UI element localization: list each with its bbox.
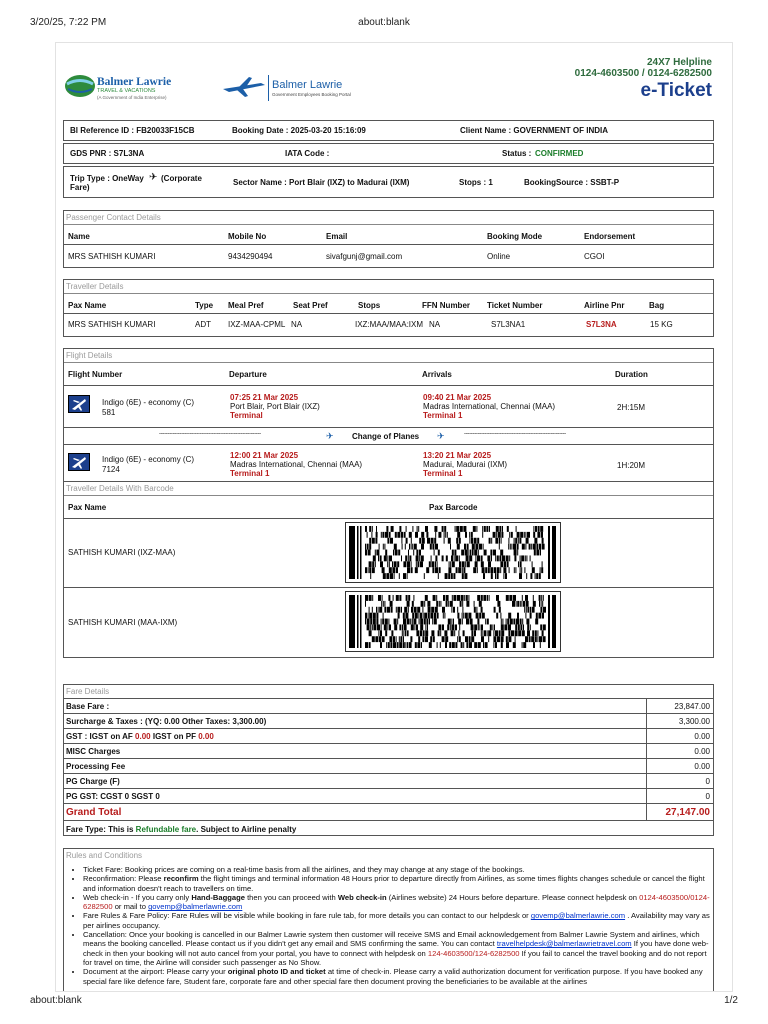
logo2-name: Balmer Lawrie — [272, 79, 343, 91]
dashes-right: ------------------------------------------------------------ — [464, 431, 566, 437]
contact-email: sivafgunj@gmail.com — [326, 252, 403, 261]
leg2-arr-terminal: Terminal 1 — [423, 469, 463, 478]
booking-ref-row — [63, 120, 714, 141]
pax-barcode-1 — [345, 522, 561, 583]
trip-type-fare: Fare) — [70, 183, 90, 192]
airline-plane-icon — [68, 395, 90, 413]
col-endorsement: Endorsement — [584, 232, 636, 241]
dashes-left: ------------------------------------------------------------ — [159, 431, 261, 437]
col-ffn: FFN Number — [422, 301, 470, 310]
fare-base-label: Base Fare : — [66, 702, 110, 711]
col-mobile: Mobile No — [228, 232, 267, 241]
contact-mobile: 9434290494 — [228, 252, 273, 261]
fare-row-surcharge — [64, 714, 713, 729]
client-name: Client Name : GOVERNMENT OF INDIA — [460, 126, 609, 135]
rule-reconfirmation: • Reconfirmation: Please reconfirm the flight timings and terminal information 48 Hours prior to departure directly from Airlines, as some times flights changes schedule or cancel the flight and information doesn't reach to travellers on time. — [83, 874, 713, 893]
travel-helpdesk-link[interactable]: travelhelpdesk@balmerlawrietravel.com — [496, 939, 632, 949]
print-page-title: about:blank — [358, 17, 410, 28]
col-name: Name — [68, 232, 90, 241]
contact-section — [63, 210, 714, 268]
doc-title: e-Ticket — [640, 80, 712, 101]
fare-surcharge-value: 3,300.00 — [678, 717, 710, 726]
col-stops: Stops — [358, 301, 381, 310]
leg1-arr-time: 09:40 21 Mar 2025 — [423, 393, 492, 402]
contact-title: Passenger Contact Details — [64, 211, 713, 225]
fare-row-pg-gst — [64, 789, 713, 804]
col-email: Email — [326, 232, 348, 241]
trav-bag: 15 KG — [650, 320, 673, 329]
booking-source: BookingSource : SSBT-P — [524, 178, 620, 187]
fare-processing-value: 0.00 — [694, 762, 710, 771]
col-departure: Departure — [229, 370, 267, 379]
fare-pg-charge-label: PG Charge (F) — [66, 777, 120, 786]
leg2-dep-time: 12:00 21 Mar 2025 — [230, 451, 299, 460]
fare-row-processing — [64, 759, 713, 774]
traveller-section — [63, 279, 714, 337]
helpline-label: 24X7 Helpline — [646, 57, 712, 68]
eticket-sheet — [55, 42, 733, 992]
airplane-logo-icon — [221, 75, 267, 99]
leg2-airline: Indigo (6E) - economy (C) — [102, 455, 195, 464]
bc-pax-2: SATHISH KUMARI (MAA-IXM) — [68, 618, 178, 627]
booking-date: Booking Date : 2025-03-20 15:16:09 — [232, 126, 366, 135]
fare-type — [66, 825, 296, 834]
airplane-icon: ✈ — [149, 172, 158, 183]
leg1-dep-place: Port Blair, Port Blair (IXZ) — [230, 402, 320, 411]
leg1-duration: 2H:15M — [617, 403, 646, 412]
contact-endorsement: CGOI — [584, 252, 605, 261]
gst-pf-label: IGST on PF — [152, 732, 196, 741]
fare-pg-gst-value: 0 — [705, 792, 710, 801]
stops: Stops : 1 — [459, 178, 493, 187]
barcode-section — [63, 481, 714, 658]
gst-af-label: GST : IGST on AF — [66, 732, 133, 741]
trav-stops: IXZ:MAA/MAA:IXM — [355, 320, 424, 329]
change-of-planes — [64, 428, 713, 444]
grand-total-value: 27,147.00 — [665, 807, 710, 818]
leg1-arr-place: Madras International, Chennai (MAA) — [423, 402, 556, 411]
flight-title: Flight Details — [64, 349, 713, 363]
fare-gst-label — [66, 732, 214, 741]
print-datetime: 3/20/25, 7:22 PM — [30, 17, 107, 28]
trav-seat: NA — [291, 320, 303, 329]
fare-row-base — [64, 699, 713, 714]
status-label: Status : — [502, 149, 532, 158]
col-arrivals: Arrivals — [422, 370, 452, 379]
helpdesk-email-link-2[interactable]: govemp@balmerlawrie.com — [530, 911, 626, 921]
globe-icon — [64, 73, 96, 101]
fare-row-pg-charge — [64, 774, 713, 789]
fare-row-grand-total — [64, 804, 713, 821]
print-header — [30, 17, 738, 29]
col-booking-mode: Booking Mode — [487, 232, 543, 241]
leg2-arr-place: Madurai, Madurai (IXM) — [423, 460, 508, 469]
contact-name: MRS SATHISH KUMARI — [68, 252, 156, 261]
rule-fare-policy: • Fare Rules & Fare Policy: Fare Rules will be visible while booking in fare rule tab, for more details you can contact to our helpdesk or govemp@balmerlawrie.com . Availability may vary as per airlines occupancy. — [83, 911, 713, 930]
helpline-numbers: 0124-4603500 / 0124-6282500 — [574, 68, 712, 79]
airline-plane-icon — [68, 453, 90, 471]
fare-misc-value: 0.00 — [694, 747, 710, 756]
trip-type-corporate: (Corporate — [161, 174, 202, 183]
flight-section — [63, 348, 714, 481]
rules-list — [64, 865, 713, 986]
leg1-airline: Indigo (6E) - economy (C) — [102, 398, 195, 407]
grand-total-label: Grand Total — [66, 807, 122, 818]
rules-section — [63, 848, 714, 992]
fare-type-suffix: . Subject to Airline penalty — [196, 825, 297, 834]
fare-title: Fare Details — [64, 685, 713, 699]
logo1-sub2: (A Government of India Enterprise) — [97, 95, 167, 100]
col-airline-pnr: Airline Pnr — [584, 301, 625, 310]
trip-row — [63, 166, 714, 198]
col-bag: Bag — [649, 301, 665, 310]
col-seat-pref: Seat Pref — [293, 301, 328, 310]
fare-surcharge-label: Surcharge & Taxes : (YQ: 0.00 Other Taxes: 3,300.00) — [66, 717, 267, 726]
leg2-duration: 1H:20M — [617, 461, 646, 470]
iata-code: IATA Code : — [285, 149, 330, 158]
rule-cancellation: • Cancellation: Once your booking is cancelled in our Balmer Lawrie system then customer will receive SMS and Email acknowledgement from Balmer Lawrie System and airlines, which means the booking cancelled. Please contact us if you didn't get any email and SMS confirming the same. You can contact travelhelpdesk@balmerlawrietravel.com If you have done web-check in then your booking will not auto cancel from your portal, you have to connect with helpdesk on 124-4603500/124-6282500 If you fail to cancel the travel booking and do not report for travel on time, the Airline will consider such passenger as No Show. — [83, 930, 713, 967]
trav-meal: IXZ-MAA-CPML — [228, 320, 286, 329]
fare-type-prefix: Fare Type: This is — [66, 825, 134, 834]
fare-processing-label: Processing Fee — [66, 762, 126, 771]
bc-pax-1: SATHISH KUMARI (IXZ-MAA) — [68, 548, 176, 557]
gst-pf-value: 0.00 — [198, 732, 214, 741]
trip-type: Trip Type : OneWay — [70, 174, 144, 183]
change-plane-icon: ✈ — [326, 431, 334, 441]
balmer-lawrie-travel-logo — [64, 73, 184, 103]
leg2-number: 7124 — [102, 465, 120, 474]
contact-booking-mode: Online — [487, 252, 511, 261]
col-flight-number: Flight Number — [68, 370, 123, 379]
fare-misc-label: MISC Charges — [66, 747, 121, 756]
print-url: about:blank — [30, 995, 82, 1006]
fare-row-misc — [64, 744, 713, 759]
gds-pnr: GDS PNR : S7L3NA — [70, 149, 145, 158]
print-page-number: 1/2 — [724, 995, 738, 1006]
rule-documents: • Document at the airport: Please carry your original photo ID and ticket at time of check-in. Please carry a valid authorization document for verification purpose. If you have booked any special fare like defence fare, Student fare, corporate fare and other special fare then document proving the beneficiaries to be available at the airlines — [83, 967, 713, 986]
helpline-block — [575, 57, 712, 102]
col-type: Type — [195, 301, 214, 310]
trav-airline-pnr: S7L3NA — [586, 320, 617, 329]
traveller-title: Traveller Details — [64, 280, 713, 294]
fare-row-gst — [64, 729, 713, 744]
leg1-dep-time: 07:25 21 Mar 2025 — [230, 393, 299, 402]
leg1-number: 581 — [102, 408, 116, 417]
logo1-name: Balmer Lawrie — [97, 76, 172, 88]
trav-type: ADT — [195, 320, 211, 329]
trav-pax-name: MRS SATHISH KUMARI — [68, 320, 156, 329]
logo1-sub: TRAVEL & VACATIONS — [97, 88, 156, 94]
rule-ticket-fare: • Ticket Fare: Booking prices are coming on a real-time basis from all the airlines, and they may change at any stage of the bookings. — [83, 865, 713, 874]
gst-af-value: 0.00 — [135, 732, 151, 741]
bl-reference: Bl Reference ID : FB20033F15CB — [70, 126, 195, 135]
logo2-sub: Government Employees Booking Portal — [272, 92, 351, 97]
col-bc-pax-name: Pax Name — [68, 503, 107, 512]
helpdesk-email-link[interactable]: govemp@balmerlawrie.com — [148, 902, 243, 912]
pnr-row — [63, 143, 714, 164]
trav-ffn: NA — [429, 320, 441, 329]
fare-pg-charge-value: 0 — [705, 777, 710, 786]
col-pax-barcode: Pax Barcode — [429, 503, 478, 512]
rule-web-checkin: • Web check-in - If you carry only Hand-Baggage then you can proceed with Web check-in (Airlines website) 24 Hours before departure. Please connect helpdesk on 0124-4603500/0124-6282500 or mail to govemp@balmerlawrie.com — [83, 893, 713, 912]
balmer-lawrie-portal-logo — [221, 75, 371, 103]
fare-pg-gst-label: PG GST: CGST 0 SGST 0 — [66, 792, 160, 801]
leg2-arr-time: 13:20 21 Mar 2025 — [423, 451, 492, 460]
col-meal-pref: Meal Pref — [228, 301, 264, 310]
barcode-title: Traveller Details With Barcode — [64, 482, 713, 496]
fare-base-value: 23,847.00 — [674, 702, 710, 711]
change-plane-icon-right: ✈ — [437, 431, 445, 441]
fare-gst-value: 0.00 — [694, 732, 710, 741]
change-label: Change of Planes — [352, 432, 420, 441]
col-duration: Duration — [615, 370, 648, 379]
status-badge: CONFIRMED — [535, 149, 584, 158]
leg1-arr-terminal: Terminal 1 — [423, 411, 463, 420]
sector-name: Sector Name : Port Blair (IXZ) to Madurai (IXM) — [233, 178, 410, 187]
fare-type-refundable: Refundable fare — [135, 825, 197, 834]
fare-section — [63, 684, 714, 836]
leg2-dep-place: Madras International, Chennai (MAA) — [230, 460, 363, 469]
trav-ticket-number: S7L3NA1 — [491, 320, 526, 329]
leg2-dep-terminal: Terminal 1 — [230, 469, 270, 478]
rules-title: Rules and Conditions — [66, 851, 143, 860]
col-ticket-number: Ticket Number — [487, 301, 543, 310]
col-pax-name: Pax Name — [68, 301, 107, 310]
pax-barcode-2 — [345, 591, 561, 652]
leg1-dep-terminal: Terminal — [230, 411, 263, 420]
